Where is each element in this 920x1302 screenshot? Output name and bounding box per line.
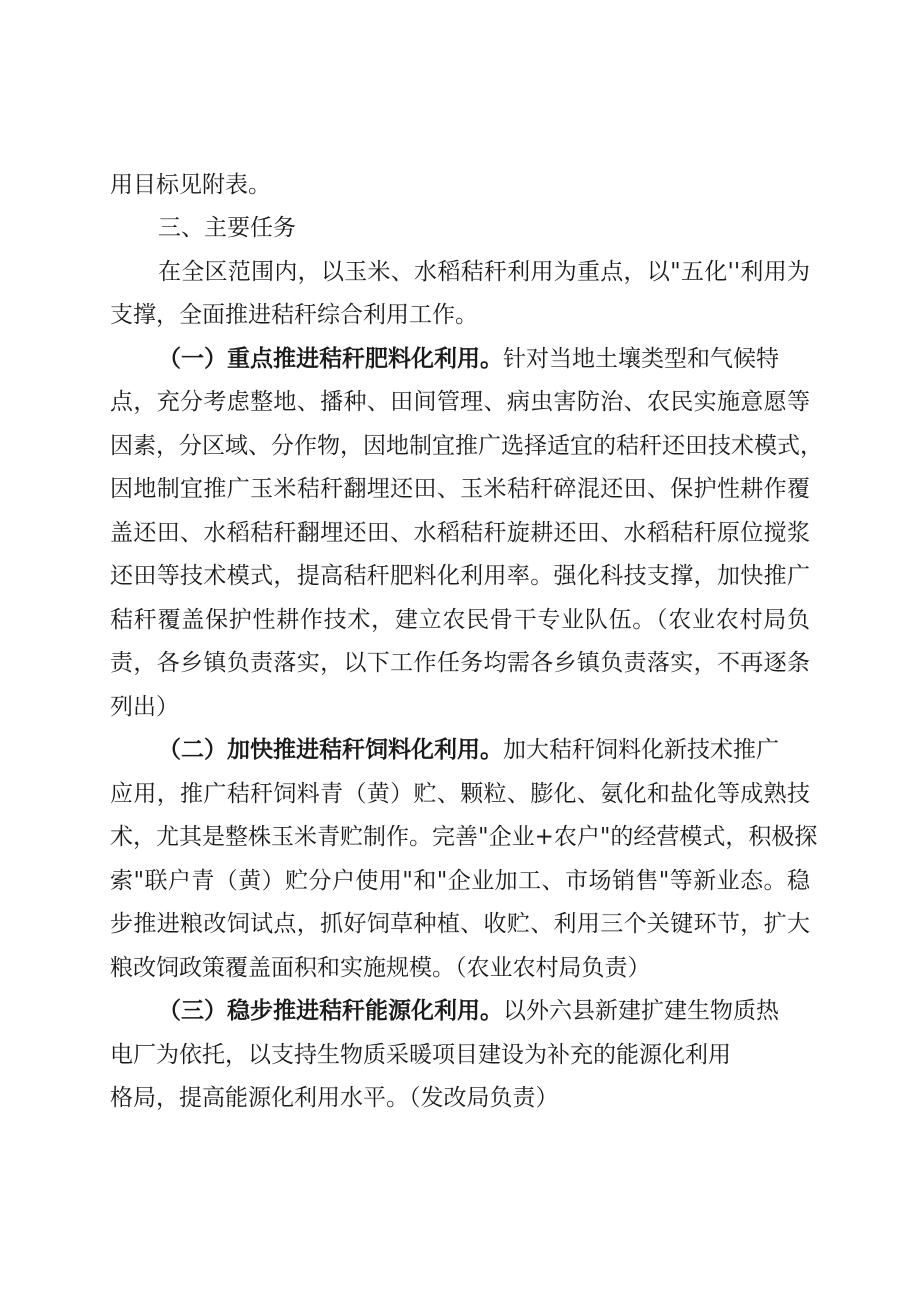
text-line: 还田等技术模式，提高秸秆肥料化利用率。强化科技支撑，加快推广 (110, 563, 810, 589)
text-line: 支撑，全面推进秸秆综合利用工作。 (110, 302, 478, 328)
paragraph-2-first-line (158, 735, 779, 765)
text-line: 步推进粮改饲试点，抓好饲草种植、收贮、利用三个关键环节，扩大 (110, 911, 810, 937)
text-line: 索"联户青（黄）贮分户使用"和"企业加工、市场销售"等新业态。稳 (110, 868, 810, 894)
text-line: 责，各乡镇负责落实，以下工作任务均需各乡镇负责落实，不再逐条 (110, 650, 810, 676)
text-line: 因地制宜推广玉米秸秆翻埋还田、玉米秸秆碎混还田、保护性耕作覆 (110, 476, 810, 502)
paragraph-1-first-line (158, 344, 779, 374)
text-line: 粮改饲政策覆盖面积和实施规模。（农业农村局负责） (110, 955, 651, 981)
text-line: 秸秆覆盖保护性耕作技术，建立农民骨干专业队伍。（农业农村局负 (110, 607, 810, 633)
text-line: 用目标见附表。 (110, 172, 271, 198)
text-line: 电厂为依托，以支持生物质采暖项目建设为补充的能源化利用 (110, 1042, 731, 1068)
text-line: 列出） (110, 694, 179, 720)
text-line: 应用，推广秸秆饲料青（黄）贮、颗粒、膨化、氨化和盐化等成熟技 (110, 781, 810, 807)
section-heading: 三、主要任务 (158, 215, 296, 241)
text-span: 加大秸秆饲料化新技术推广 (503, 737, 779, 763)
text-span: 针对当地土壤类型和气候特 (503, 346, 779, 372)
text-line: 点，充分考虑整地、播种、田间管理、病虫害防治、农民实施意愿等 (110, 389, 810, 415)
text-line: 在全区范围内，以玉米、水稻秸秆利用为重点，以"五化''利用为 (158, 259, 810, 285)
text-span: 以外六县新建扩建生物质热 (503, 998, 779, 1024)
text-line: 格局，提高能源化利用水平。（发改局负责） (110, 1085, 559, 1111)
subsection-heading-1: （一）重点推进秸秆肥料化利用。 (158, 346, 503, 372)
subsection-heading-2: （二）加快推进秸秆饲料化利用。 (158, 737, 503, 763)
text-line: 因素，分区域、分作物，因地制宜推广选择适宜的秸秆还田技术模式， (110, 433, 823, 459)
text-line: 盖还田、水稻秸秆翻埋还田、水稻秸秆旋耕还田、水稻秸秆原位搅浆 (110, 520, 810, 546)
text-line: 术，尤其是整株玉米青贮制作。完善"企业+农户"的经营模式，积极探 (110, 824, 818, 850)
paragraph-3-first-line (158, 996, 779, 1026)
subsection-heading-3: （三）稳步推进秸秆能源化利用。 (158, 998, 503, 1024)
